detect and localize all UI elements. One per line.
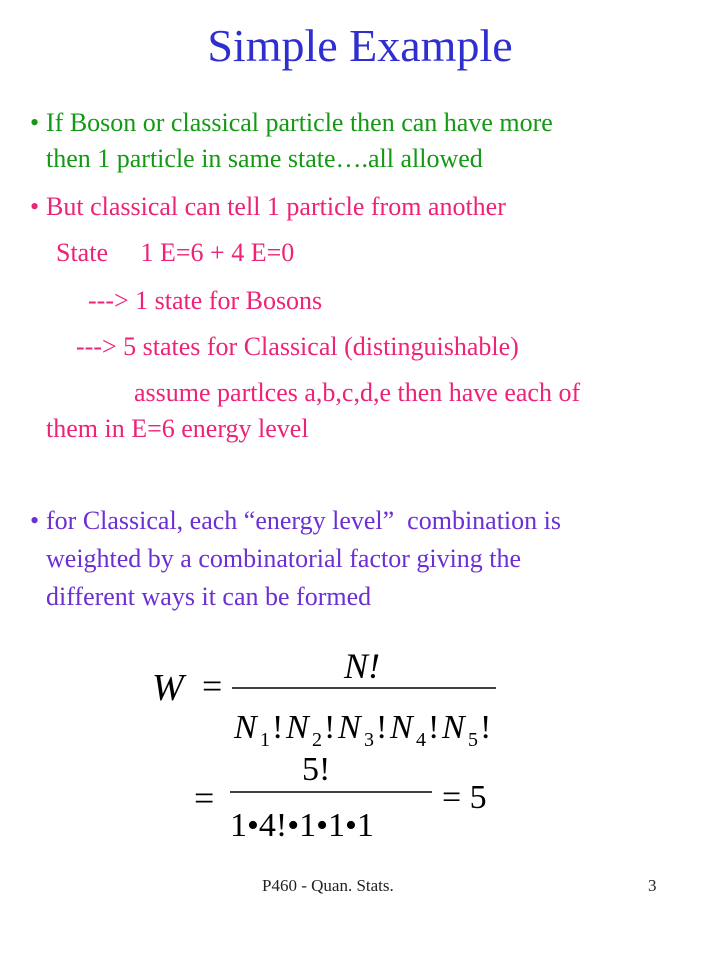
denominator-n: N bbox=[442, 709, 465, 746]
combinatorial-formula bbox=[150, 640, 520, 850]
bullet1-line2: then 1 particle in same state….all allowed bbox=[46, 144, 483, 173]
denominator-subscript: 3 bbox=[364, 729, 374, 751]
formula-numerator: N! bbox=[344, 646, 380, 686]
denominator-factorial: ! bbox=[376, 709, 388, 746]
page-title: Simple Example bbox=[207, 20, 513, 71]
denominator-n: N bbox=[286, 709, 309, 746]
denominator-factorial: ! bbox=[428, 709, 440, 746]
denominator-subscript: 1 bbox=[260, 729, 270, 751]
bullet3-line3: different ways it can be formed bbox=[46, 582, 372, 611]
denominator-factorial: ! bbox=[480, 709, 492, 746]
formula-numerator-2: 5! bbox=[302, 751, 331, 788]
denominator-factorial: ! bbox=[272, 709, 284, 746]
denominator-factorial: ! bbox=[324, 709, 336, 746]
bullet-dot: • bbox=[30, 108, 40, 137]
bullet1-line1: If Boson or classical particle then can have more bbox=[46, 108, 553, 137]
formula-equals: = bbox=[202, 666, 223, 706]
formula-denominator-2: 1•4!•1•1•1 bbox=[230, 807, 374, 844]
denominator-n: N bbox=[338, 709, 361, 746]
footer-course: P460 - Quan. Stats. bbox=[262, 876, 394, 895]
bullet2-text: But classical can tell 1 particle from another bbox=[46, 192, 506, 221]
state-line: State 1 E=6 + 4 E=0 bbox=[56, 238, 295, 267]
formula-equals-2: = bbox=[194, 778, 215, 818]
assume-line2: them in E=6 energy level bbox=[46, 414, 309, 443]
denominator-n: N bbox=[390, 709, 413, 746]
assume-line1: assume partlces a,b,c,d,e then have each of bbox=[134, 378, 581, 407]
bullet3-line2: weighted by a combinatorial factor giving the bbox=[46, 544, 522, 573]
bosons-line: ---> 1 state for Bosons bbox=[88, 286, 323, 315]
formula-w: W bbox=[152, 667, 184, 709]
denominator-subscript: 4 bbox=[416, 729, 426, 751]
bullet3-line1: for Classical, each “energy level” combination is bbox=[46, 506, 561, 535]
classical-line: ---> 5 states for Classical (distinguishable) bbox=[76, 332, 519, 361]
formula-result: = 5 bbox=[442, 779, 487, 816]
bullet-dot: • bbox=[30, 192, 40, 221]
denominator-n: N bbox=[234, 709, 257, 746]
denominator-subscript: 5 bbox=[468, 729, 478, 751]
bullet-dot: • bbox=[30, 506, 40, 535]
formula-denominator bbox=[233, 709, 491, 751]
denominator-subscript: 2 bbox=[312, 729, 322, 751]
footer-page-number: 3 bbox=[648, 876, 657, 895]
